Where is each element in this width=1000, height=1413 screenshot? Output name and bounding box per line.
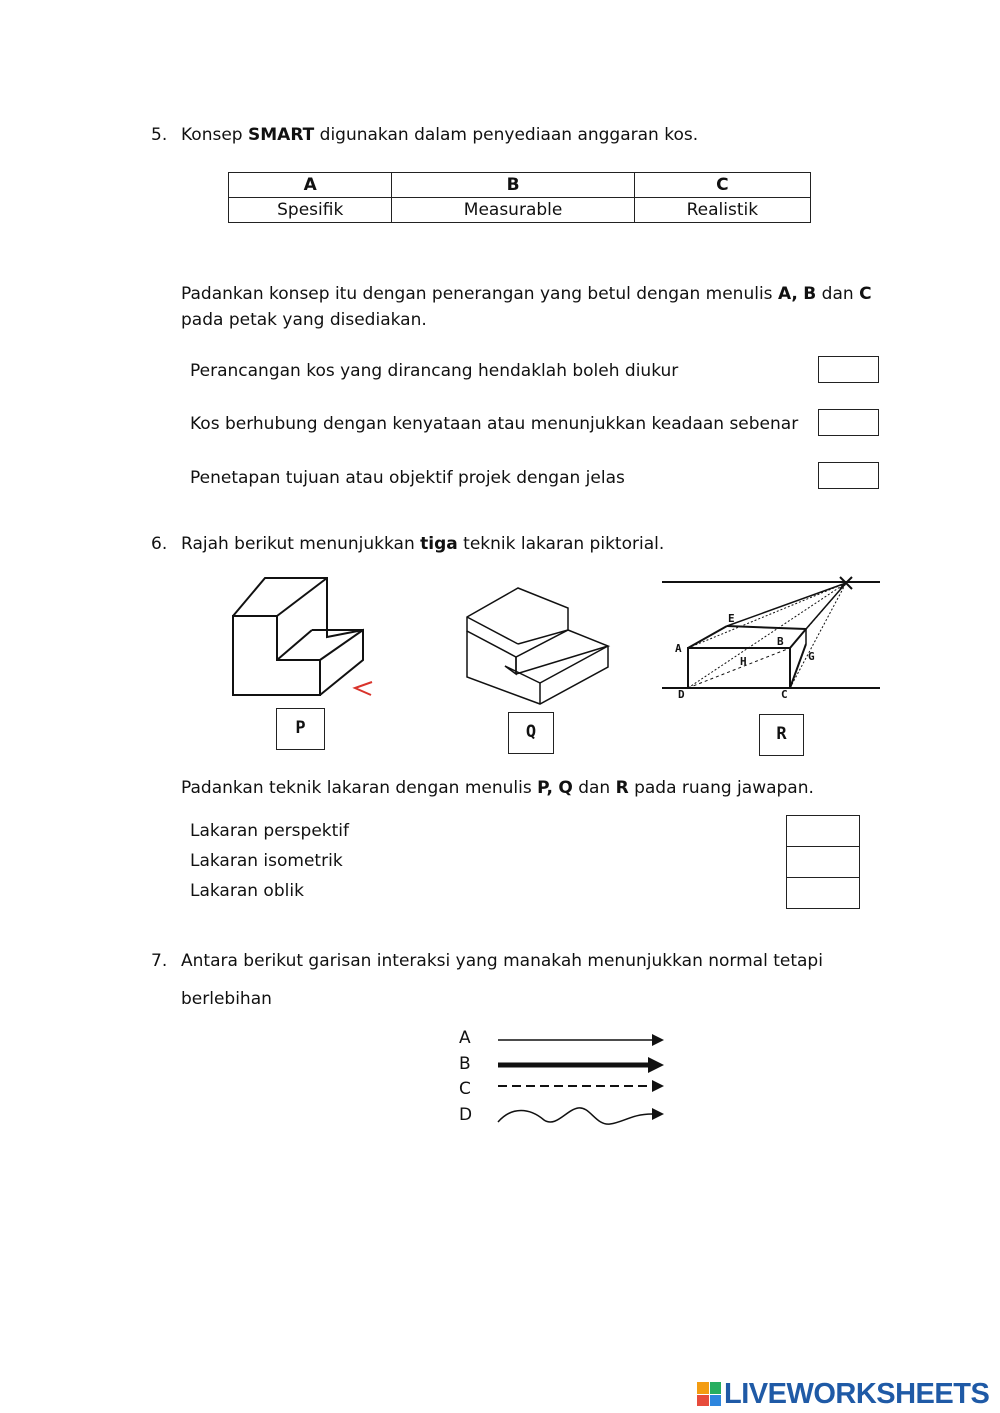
instruction-bold: Q	[558, 778, 573, 798]
oblique-sketch-figure	[225, 570, 385, 710]
prompt-bold-text: SMART	[248, 125, 315, 145]
option-oblique: Lakaran oblik	[190, 881, 304, 901]
instruction-bold: A	[777, 284, 792, 304]
answer-input[interactable]	[819, 410, 878, 435]
table-header: A	[229, 173, 392, 198]
statement-1: Perancangan kos yang dirancang hendaklah boleh diukur	[190, 361, 679, 381]
instruction-part: dan	[821, 284, 854, 304]
figure-label-r: R	[759, 714, 804, 756]
answer-box-oblique[interactable]	[787, 878, 859, 908]
instruction-bold: ,	[791, 284, 798, 304]
table-header: B	[392, 173, 634, 198]
figure-label-q: Q	[508, 712, 554, 754]
prompt-text: teknik lakaran piktorial.	[463, 534, 665, 554]
arrow-label-d: D	[459, 1105, 473, 1125]
answer-input[interactable]	[819, 357, 878, 382]
answer-box-2[interactable]	[818, 409, 879, 436]
instruction-text	[181, 778, 814, 798]
table-cell: Spesifik	[229, 198, 392, 223]
answer-box-3[interactable]	[818, 462, 879, 489]
answer-box-isometric[interactable]	[787, 847, 859, 878]
question-number: 6.	[151, 534, 168, 554]
point-label: B	[777, 635, 784, 648]
point-label: G	[808, 650, 815, 663]
liveworksheets-logo	[697, 1378, 989, 1410]
question-prompt	[181, 534, 664, 554]
point-label: H	[740, 655, 747, 668]
point-label: D	[678, 688, 685, 701]
answer-input[interactable]	[787, 847, 859, 877]
logo-mark-cell	[710, 1395, 722, 1407]
isometric-sketch-figure	[460, 583, 620, 713]
answer-box-1[interactable]	[818, 356, 879, 383]
option-perspective: Lakaran perspektif	[190, 821, 350, 841]
arrow-label-b: B	[459, 1054, 471, 1074]
question-prompt-line1: Antara berikut garisan interaksi yang manakah menunjukkan normal tetapi	[181, 951, 823, 971]
table-cell: Measurable	[392, 198, 634, 223]
perspective-sketch-figure	[660, 572, 882, 702]
logo-mark-cell	[697, 1382, 709, 1394]
option-isometric: Lakaran isometrik	[190, 851, 343, 871]
table-cell: Realistik	[634, 198, 810, 223]
answer-box-perspective[interactable]	[787, 816, 859, 847]
front-face	[233, 616, 320, 695]
answer-box-stack	[786, 815, 860, 909]
wavy-arrow	[498, 1108, 664, 1124]
smart-concept-table	[228, 172, 811, 223]
instruction-bold: B	[803, 284, 817, 304]
logo-mark-icon	[697, 1382, 721, 1406]
thin-arrow	[498, 1034, 664, 1046]
logo-text: LIVEWORKSHEETS	[724, 1377, 990, 1410]
instruction-text	[181, 284, 872, 304]
instruction-bold: C	[859, 284, 872, 304]
question-number: 7.	[151, 951, 168, 971]
table-header: C	[634, 173, 810, 198]
prompt-text: Rajah berikut menunjukkan	[181, 534, 415, 554]
question-number: 5.	[151, 125, 168, 145]
instruction-bold: R	[615, 778, 629, 798]
arrow-label-a: A	[459, 1028, 471, 1048]
statement-3: Penetapan tujuan atau objektif projek dengan jelas	[190, 468, 625, 488]
interaction-lines-figure	[492, 1028, 672, 1133]
answer-input[interactable]	[819, 463, 878, 488]
instruction-part: Padankan teknik lakaran dengan menulis	[181, 778, 532, 798]
prompt-text: Konsep	[181, 125, 243, 145]
point-label: C	[781, 688, 788, 701]
answer-input[interactable]	[787, 816, 859, 846]
instruction-bold: P,	[537, 778, 553, 798]
thick-arrow	[498, 1057, 664, 1073]
prompt-bold-text: tiga	[420, 534, 458, 554]
logo-mark-cell	[697, 1395, 709, 1407]
logo-mark-cell	[710, 1382, 722, 1394]
figure-label-p: P	[276, 708, 325, 750]
instruction-text-line2: pada petak yang disediakan.	[181, 310, 427, 330]
instruction-part: dan	[578, 778, 611, 798]
point-label: E	[728, 612, 735, 625]
red-mark	[355, 682, 372, 695]
question-prompt	[181, 125, 698, 145]
dashed-arrow	[498, 1080, 664, 1092]
instruction-part: Padankan konsep itu dengan penerangan yang betul dengan menulis	[181, 284, 773, 304]
statement-2: Kos berhubung dengan kenyataan atau menunjukkan keadaan sebenar	[190, 414, 799, 434]
instruction-part: pada ruang jawapan.	[634, 778, 814, 798]
point-label: A	[675, 642, 682, 655]
arrow-label-c: C	[459, 1079, 471, 1099]
answer-input[interactable]	[787, 878, 859, 908]
question-prompt-line2: berlebihan	[181, 989, 272, 1009]
prompt-text: digunakan dalam penyediaan anggaran kos.	[319, 125, 699, 145]
